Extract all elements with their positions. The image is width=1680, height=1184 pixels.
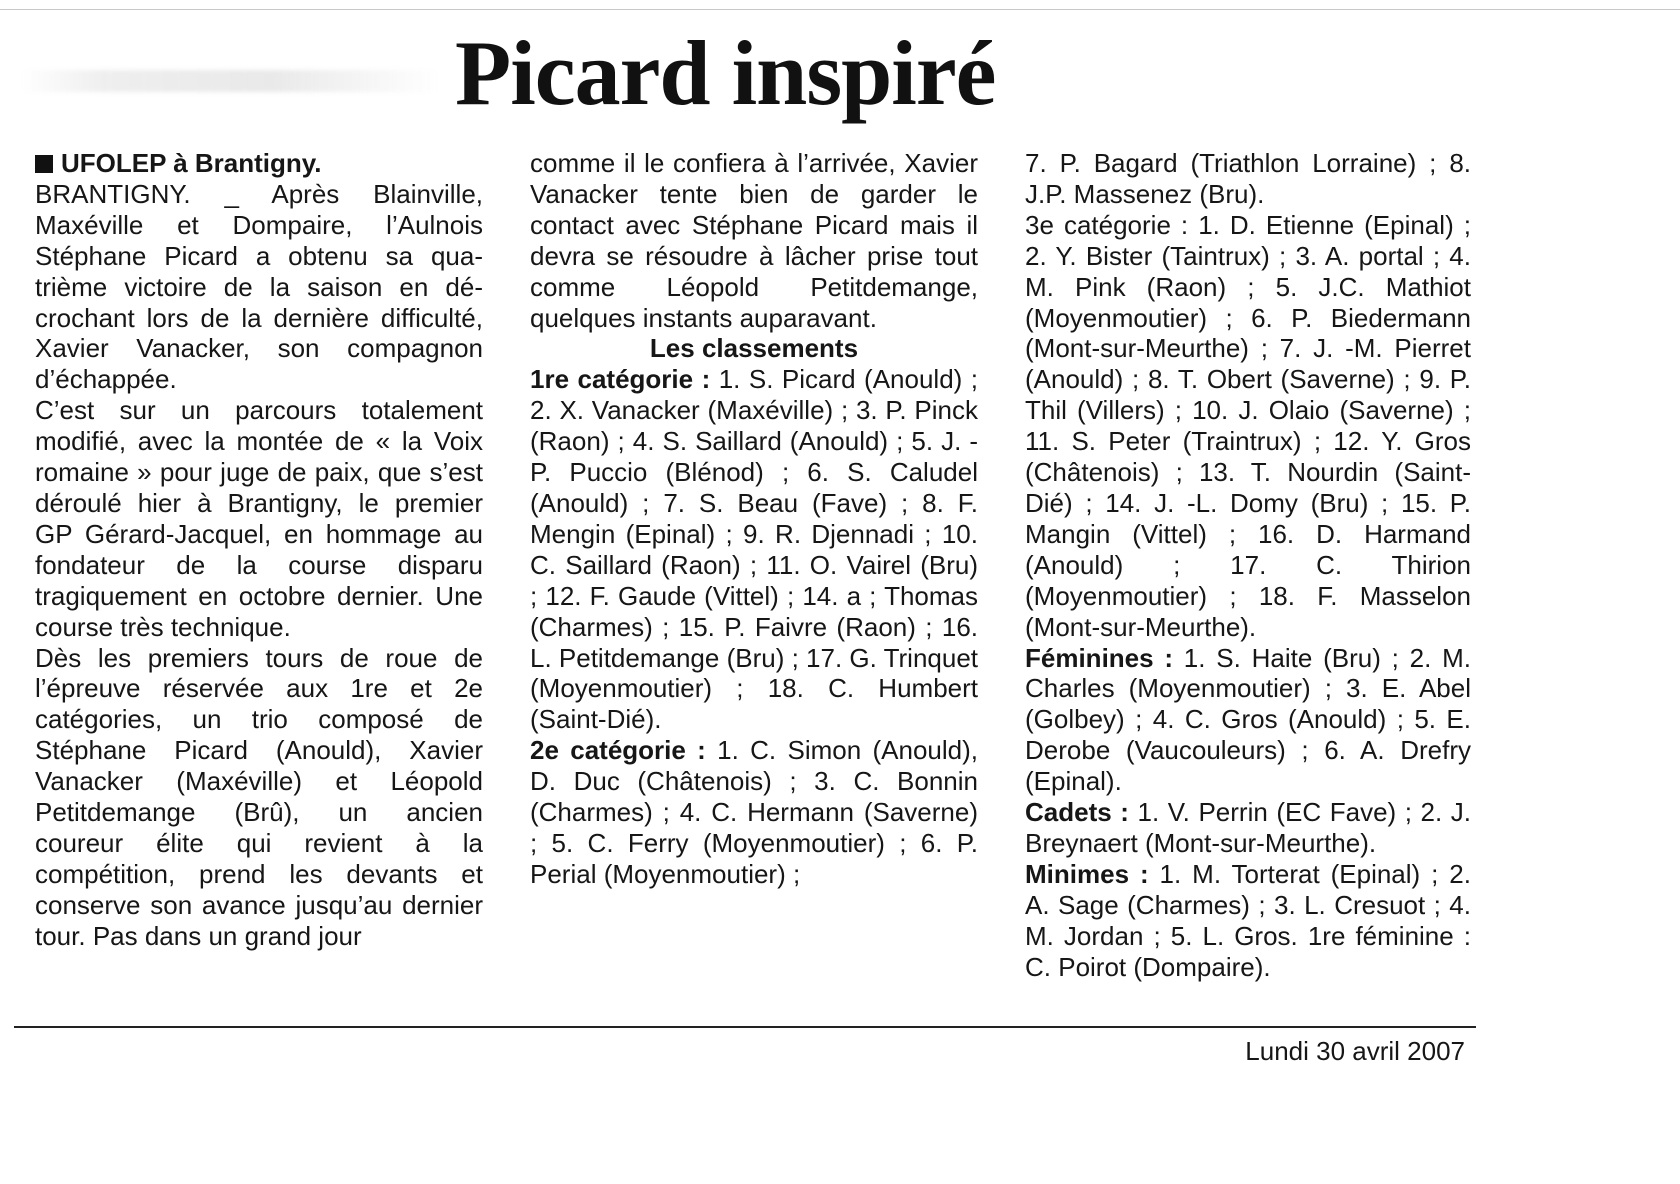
paragraph-3-part-2: comme il le confiera à l’arrivée, Xavier Vanacker tente bien de garder le contact avec Stéphane Picard mais il devra se résoudre à lâcher prise tout comme Léopold Petitdemange, quelques instants auparavant. xyxy=(530,148,978,333)
results-text: 1. S. Picard (Anould) ; 2. X. Vanacker (Maxéville) ; 3. P. Pinck (Raon) ; 4. S. Saillard (Anould) ; 5. J. -P. Puccio (Blénod) ; 6. S. Caludel (Anould) ; 7. S. Beau (Fave) ; 8. F. Mengin (Epinal) ; 9. R. Djennadi ; 10. C. Saillard (Raon) ; 11. O. Vairel (Bru) ; 12. F. Gaude (Vittel) ; 14. a ; Thomas (Charmes) ; 15. P. Faivre (Raon) ; 16. L. Petitdemange (Bru) ; 17. G. Trinquet (Moyenmoutier) ; 18. C. Humbert (Saint-Dié). xyxy=(530,364,979,735)
kicker-line xyxy=(35,148,483,179)
top-rule xyxy=(0,9,1680,10)
publication-date: Lundi 30 avril 2007 xyxy=(1245,1036,1465,1066)
results-2e-categorie-cont: 7. P. Bagard (Triathlon Lorraine) ; 8. J.P. Massenez (Bru). xyxy=(1025,148,1471,209)
paragraph-1: BRANTIGNY. _ Après Blainville, Maxéville et Dompaire, l’Aulnois Stéphane Picard a obtenu sa quatrième victoire de la saison en décrochant lors de la dernière difficulté, Xavier Vanacker, son compagnon d’échappée. xyxy=(35,178,483,395)
results-text-part-1: 1. C. Simon (Anould), D. Duc (Châtenois) ; 3. C. Bonnin (Charmes) ; 4. C. Hermann (Saverne) ; 5. C. Ferry (Moyenmoutier) ; 6. P. Perial (Moyenmoutier) ; xyxy=(530,735,978,889)
column-1 xyxy=(35,148,483,952)
column-2 xyxy=(530,148,978,890)
results-text: 1. V. Perrin (EC Fave) ; 2. J. Breynaert (Mont-sur-Meurthe). xyxy=(1025,797,1472,858)
kicker: UFOLEP à Brantigny. xyxy=(61,148,322,178)
results-feminines xyxy=(1025,643,1471,798)
bullet-square-icon xyxy=(35,155,53,173)
results-label: Cadets : xyxy=(1025,797,1129,828)
results-3e-categorie: 3e catégorie : 1. D. Etienne (Epinal) ; 2. Y. Bister (Taintrux) ; 3. A. portal ; 4. M. Pink (Raon) ; 5. J.C. Mathiot (Moyenmoutier) ; 6. P. Biedermann (Mont-sur-Meurthe) ; 7. J. -M. Pierret (Anould) ; 8. T. Obert (Saverne) ; 9. P. Thil (Villers) ; 10. J. Olaio (Saverne) ; 11. S. Peter (Traintrux) ; 12. Y. Gros (Châtenois) ; 13. T. Nourdin (Saint-Dié) ; 14. J. -L. Domy (Bru) ; 15. P. Mangin (Vittel) ; 16. D. Harmand (Anould) ; 17. C. Thirion (Moyenmoutier) ; 18. F. Masselon (Mont-sur-Meurthe). xyxy=(1025,209,1471,642)
results-minimes xyxy=(1025,859,1471,983)
results-text: 1. S. Haite (Bru) ; 2. M. Charles (Moyenmoutier) ; 3. E. Abel (Golbey) ; 4. C. Gros (Anould) ; 5. E. Derobe (Vaucouleurs) ; 6. A. Drefry (Epinal). xyxy=(1025,642,1471,797)
results-label: Minimes : xyxy=(1025,858,1149,889)
paragraph-3-part-1: Dès les premiers tours de roue de l’épreuve réservée aux 1re et 2e catégories, un trio composé de Stéphane Picard (Anould), Xavier Vanacker (Maxéville) et Léopold Petitdemange (Brû), un ancien coureur élite qui revient à la compétition, prend les devants et conserve son avance jusqu’au dernier tour. Pas dans un grand jour xyxy=(35,642,483,951)
results-text: 1. M. Torterat (Epinal) ; 2. A. Sage (Charmes) ; 3. L. Cresuot ; 4. M. Jordan ; 5. L. Gros. 1re féminine : C. Poirot (Dompaire). xyxy=(1025,858,1471,982)
faint-bleed-through xyxy=(20,70,440,92)
results-label: 1re catégorie : xyxy=(530,364,711,395)
results-1re-categorie xyxy=(530,364,978,735)
results-label: Féminines : xyxy=(1025,642,1174,673)
results-cadets xyxy=(1025,797,1471,859)
paragraph-2: C’est sur un parcours totalement modifié, avec la montée de « la Voix romaine » pour juge de paix, que s’est déroulé hier à Brantigny, le premier GP Gérard-Jacquel, en hommage au fondateur de la course disparu tragiquement en octobre dernier. Une course très technique. xyxy=(35,395,483,642)
results-2e-categorie xyxy=(530,735,978,890)
headline: Picard inspiré xyxy=(455,22,996,124)
bottom-rule xyxy=(14,1026,1476,1028)
results-label: 2e catégorie : xyxy=(530,735,706,766)
results-heading: Les classements xyxy=(649,333,859,364)
column-3 xyxy=(1025,148,1471,982)
